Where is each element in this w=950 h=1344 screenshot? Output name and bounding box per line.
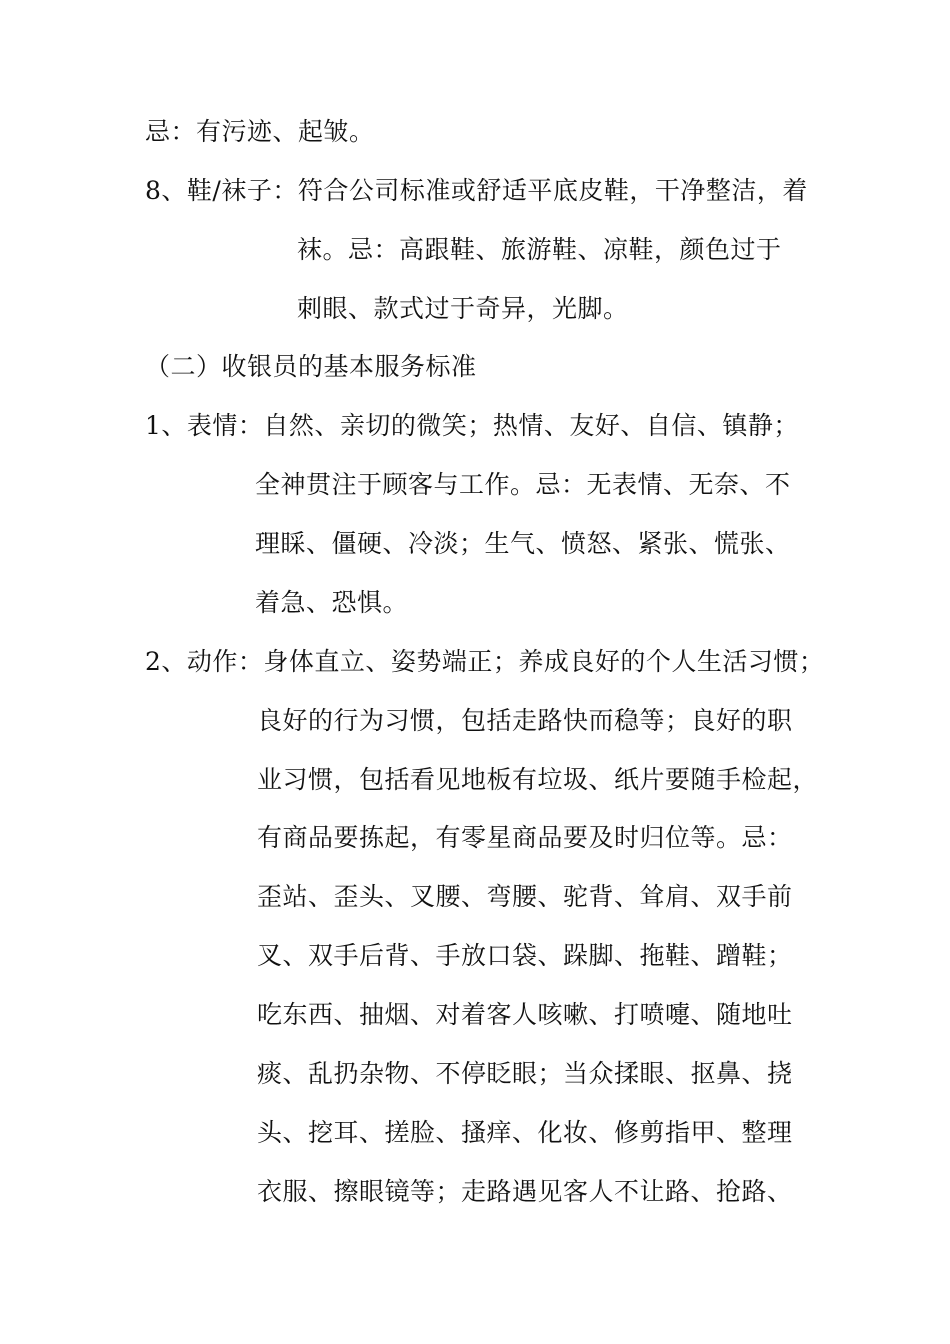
text-line-7: 全神贯注于顾客与工作。忌：无表情、无奈、不 (255, 470, 791, 499)
text-line-11: 良好的行为习惯，包括走路快而稳等；良好的职 (257, 706, 793, 735)
text-line-3: 袜。忌：高跟鞋、旅游鞋、凉鞋，颜色过于 (297, 235, 782, 264)
text-line-19: 衣服、擦眼镜等；走路遇见客人不让路、抢路、 (257, 1177, 793, 1206)
text-line-13: 有商品要拣起，有零星商品要及时归位等。忌： (257, 823, 793, 852)
text-line-6: 1、表情：自然、亲切的微笑；热情、友好、自信、镇静； (145, 411, 799, 440)
text-line-14: 歪站、歪头、叉腰、弯腰、驼背、耸肩、双手前 (257, 882, 793, 911)
text-line-9: 着急、恐惧。 (255, 588, 409, 617)
section-heading: （二）收银员的基本服务标准 (145, 352, 477, 381)
text-line-4: 刺眼、款式过于奇异，光脚。 (297, 294, 629, 323)
text-line-16: 吃东西、抽烟、对着客人咳嗽、打喷嚏、随地吐 (257, 1000, 793, 1029)
text-line-17: 痰、乱扔杂物、不停眨眼；当众揉眼、抠鼻、挠 (257, 1059, 793, 1088)
text-line-18: 头、挖耳、搓脸、搔痒、化妆、修剪指甲、整理 (257, 1118, 793, 1147)
text-line-12: 业习惯，包括看见地板有垃圾、纸片要随手检起， (257, 765, 819, 794)
text-line-15: 叉、双手后背、手放口袋、跺脚、拖鞋、蹭鞋； (257, 941, 793, 970)
text-line-10: 2、动作：身体直立、姿势端正；养成良好的个人生活习惯； (145, 647, 825, 676)
text-line-8: 理睬、僵硬、冷淡；生气、愤怒、紧张、慌张、 (255, 529, 791, 558)
text-line-2: 8、鞋/袜子：符合公司标准或舒适平底皮鞋，干净整洁，着 (145, 176, 808, 205)
text-line-1: 忌：有污迹、起皱。 (145, 117, 375, 146)
